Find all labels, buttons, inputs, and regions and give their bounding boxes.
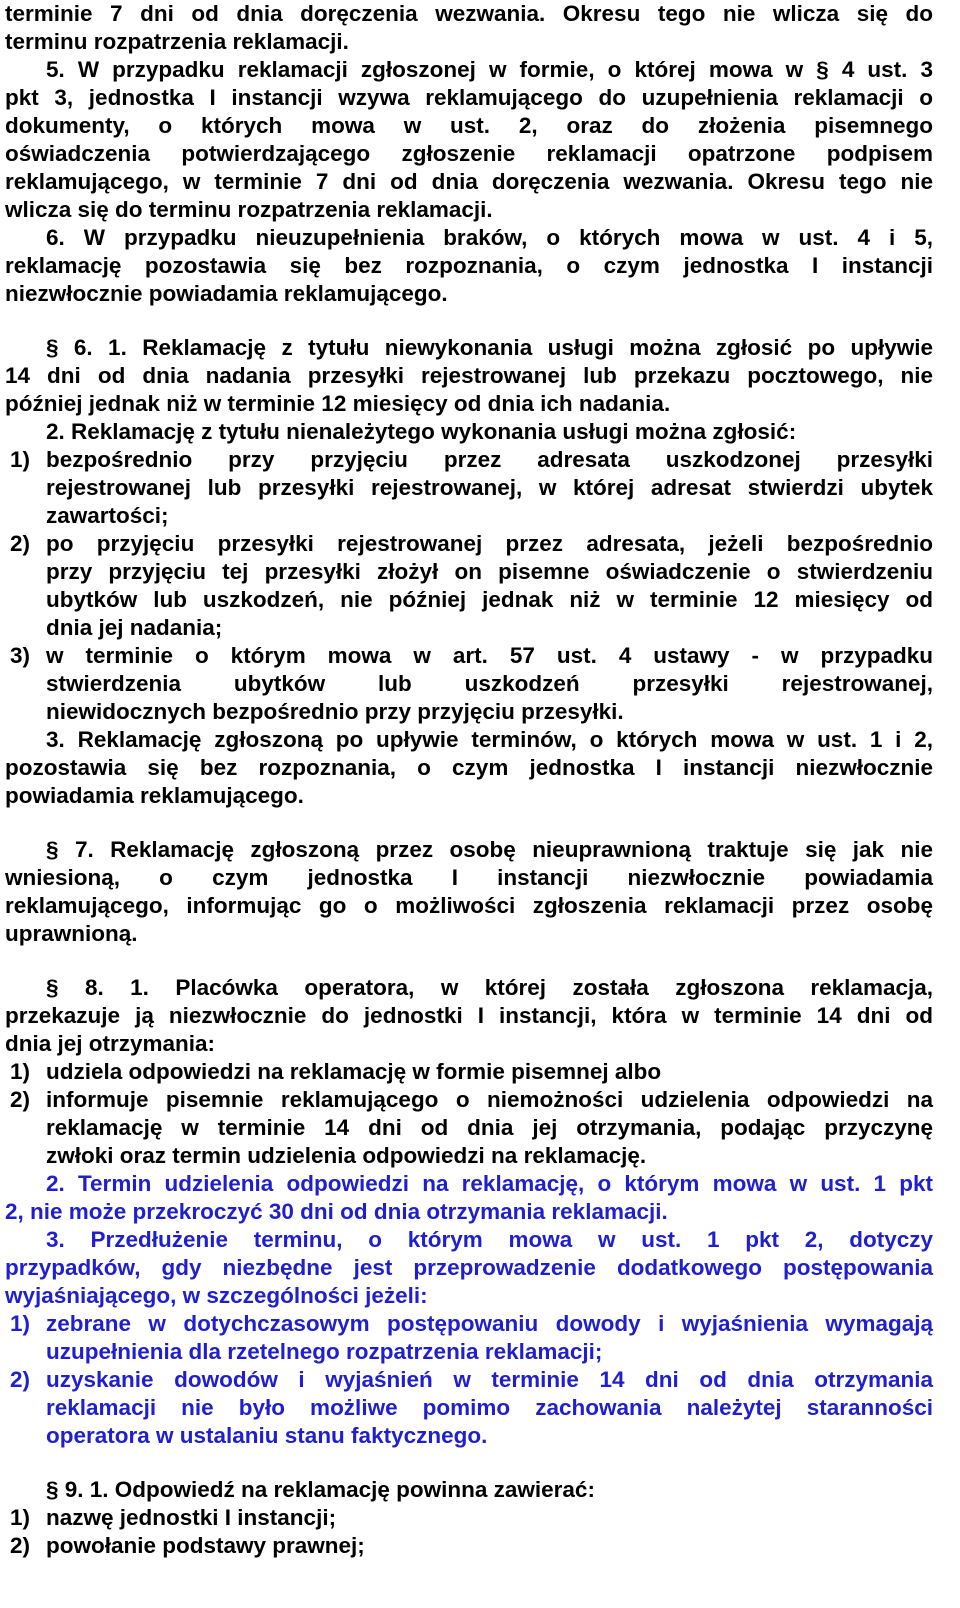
amended-text-line: 2. Termin udzielenia odpowiedzi na reklamację, o którym mowa w ust. 1 pkt xyxy=(46,1171,933,1196)
text-line: pkt 3, jednostka I instancji wzywa reklamującego do uzupełnienia reklamacji o xyxy=(5,85,933,110)
text-line: oświadczenia potwierdzającego zgłoszenie reklamacji opatrzone podpisem xyxy=(5,141,933,166)
section-heading-9: § 9. 1. Odpowiedź na reklamację powinna zawierać: xyxy=(46,1477,595,1502)
text-line: przekazuje ją niezwłocznie do jednostki I instancji, która w terminie 14 dni od xyxy=(5,1003,933,1028)
list-number: 2) xyxy=(10,1367,31,1392)
amended-list-item-text: zebrane w dotychczasowym postępowaniu dowody i wyjaśnienia wymagają xyxy=(46,1311,933,1336)
text-line: terminu rozpatrzenia reklamacji. xyxy=(5,29,349,54)
text-line: niezwłocznie powiadamia reklamującego. xyxy=(5,281,448,306)
list-number: 2) xyxy=(10,1533,31,1558)
list-item-text: zawartości; xyxy=(46,503,169,528)
amended-text-line: wyjaśniającego, w szczególności jeżeli: xyxy=(5,1283,428,1308)
list-item-text: udziela odpowiedzi na reklamację w formie pisemnej albo xyxy=(46,1059,662,1084)
amended-text-line: 3. Przedłużenie terminu, o którym mowa w ust. 1 pkt 2, dotyczy xyxy=(46,1227,933,1252)
list-item-text: bezpośrednio przy przyjęciu przez adresata uszkodzonej przesyłki xyxy=(46,447,933,472)
list-number: 1) xyxy=(10,1059,31,1084)
list-number: 3) xyxy=(10,643,31,668)
list-number: 2) xyxy=(10,531,31,556)
text-line: 2. Reklamację z tytułu nienależytego wykonania usługi można zgłosić: xyxy=(46,419,797,444)
text-line: później jednak niż w terminie 12 miesięcy od dnia ich nadania. xyxy=(5,391,671,416)
list-item-text: dnia jej nadania; xyxy=(46,615,223,640)
amended-text-line: przypadków, gdy niezbędne jest przeprowadzenie dodatkowego postępowania xyxy=(5,1255,933,1280)
amended-text-line: 2, nie może przekroczyć 30 dni od dnia otrzymania reklamacji. xyxy=(5,1199,668,1224)
amended-list-item-text: reklamacji nie było możliwe pomimo zachowania należytej staranności xyxy=(46,1395,933,1420)
text-line: wniesioną, o czym jednostka I instancji niezwłocznie powiadamia xyxy=(5,865,933,890)
list-number: 2) xyxy=(10,1087,31,1112)
list-item-text: rejestrowanej lub przesyłki rejestrowanej, w której adresat stwierdzi ubytek xyxy=(46,475,933,500)
amended-list-item-text: uzupełnienia dla rzetelnego rozpatrzenia reklamacji; xyxy=(46,1339,603,1364)
text-line: reklamującego, informując go o możliwości zgłoszenia reklamacji przez osobę xyxy=(5,893,933,918)
section-heading-7: § 7. Reklamację zgłoszoną przez osobę nieuprawnioną traktuje się jak nie xyxy=(46,837,933,862)
text-line: 6. W przypadku nieuzupełnienia braków, o których mowa w ust. 4 i 5, xyxy=(46,225,933,250)
amended-list-item-text: uzyskanie dowodów i wyjaśnień w terminie 14 dni od dnia otrzymania xyxy=(46,1367,933,1392)
text-line: 3. Reklamację zgłoszoną po upływie terminów, o których mowa w ust. 1 i 2, xyxy=(46,727,933,752)
text-line: dokumenty, o których mowa w ust. 2, oraz do złożenia pisemnego xyxy=(5,113,933,138)
text-line: 5. W przypadku reklamacji zgłoszonej w formie, o której mowa w § 4 ust. 3 xyxy=(46,57,933,82)
list-item-text: niewidocznych bezpośrednio przy przyjęciu przesyłki. xyxy=(46,699,624,724)
amended-list-item-text: operatora w ustalaniu stanu faktycznego. xyxy=(46,1423,488,1448)
list-item-text: reklamację w terminie 14 dni od dnia jej otrzymania, podając przyczynę xyxy=(46,1115,933,1140)
list-number: 1) xyxy=(10,1505,31,1530)
list-item-text: w terminie o którym mowa w art. 57 ust. 4 ustawy - w przypadku xyxy=(46,643,933,668)
text-line: dnia jej otrzymania: xyxy=(5,1031,216,1056)
text-line: powiadamia reklamującego. xyxy=(5,783,304,808)
list-item-text: ubytków lub uszkodzeń, nie później jednak niż w terminie 12 miesięcy od xyxy=(46,587,933,612)
list-number: 1) xyxy=(10,1311,31,1336)
list-item-text: informuje pisemnie reklamującego o niemożności udzielenia odpowiedzi na xyxy=(46,1087,933,1112)
text-line: reklamację pozostawia się bez rozpoznania, o czym jednostka I instancji xyxy=(5,253,933,278)
text-line: uprawnioną. xyxy=(5,921,138,946)
text-line: pozostawia się bez rozpoznania, o czym jednostka I instancji niezwłocznie xyxy=(5,755,933,780)
list-item-text: nazwę jednostki I instancji; xyxy=(46,1505,337,1530)
list-item-text: przy przyjęciu tej przesyłki złożył on pisemne oświadczenie o stwierdzeniu xyxy=(46,559,933,584)
section-heading-6: § 6. 1. Reklamację z tytułu niewykonania usługi można zgłosić po upływie xyxy=(46,335,933,360)
list-item-text: po przyjęciu przesyłki rejestrowanej przez adresata, jeżeli bezpośrednio xyxy=(46,531,933,556)
section-heading-8: § 8. 1. Placówka operatora, w której została zgłoszona reklamacja, xyxy=(46,975,933,1000)
text-line: wlicza się do terminu rozpatrzenia reklamacji. xyxy=(5,197,493,222)
list-item-text: stwierdzenia ubytków lub uszkodzeń przesyłki rejestrowanej, xyxy=(46,671,933,696)
text-line: reklamującego, w terminie 7 dni od dnia doręczenia wezwania. Okresu tego nie xyxy=(5,169,933,194)
list-number: 1) xyxy=(10,447,31,472)
text-line: 14 dni od dnia nadania przesyłki rejestrowanej lub przekazu pocztowego, nie xyxy=(5,363,933,388)
list-item-text: zwłoki oraz termin udzielenia odpowiedzi na reklamację. xyxy=(46,1143,647,1168)
text-line: terminie 7 dni od dnia doręczenia wezwania. Okresu tego nie wlicza się do xyxy=(5,1,933,26)
list-item-text: powołanie podstawy prawnej; xyxy=(46,1533,365,1558)
